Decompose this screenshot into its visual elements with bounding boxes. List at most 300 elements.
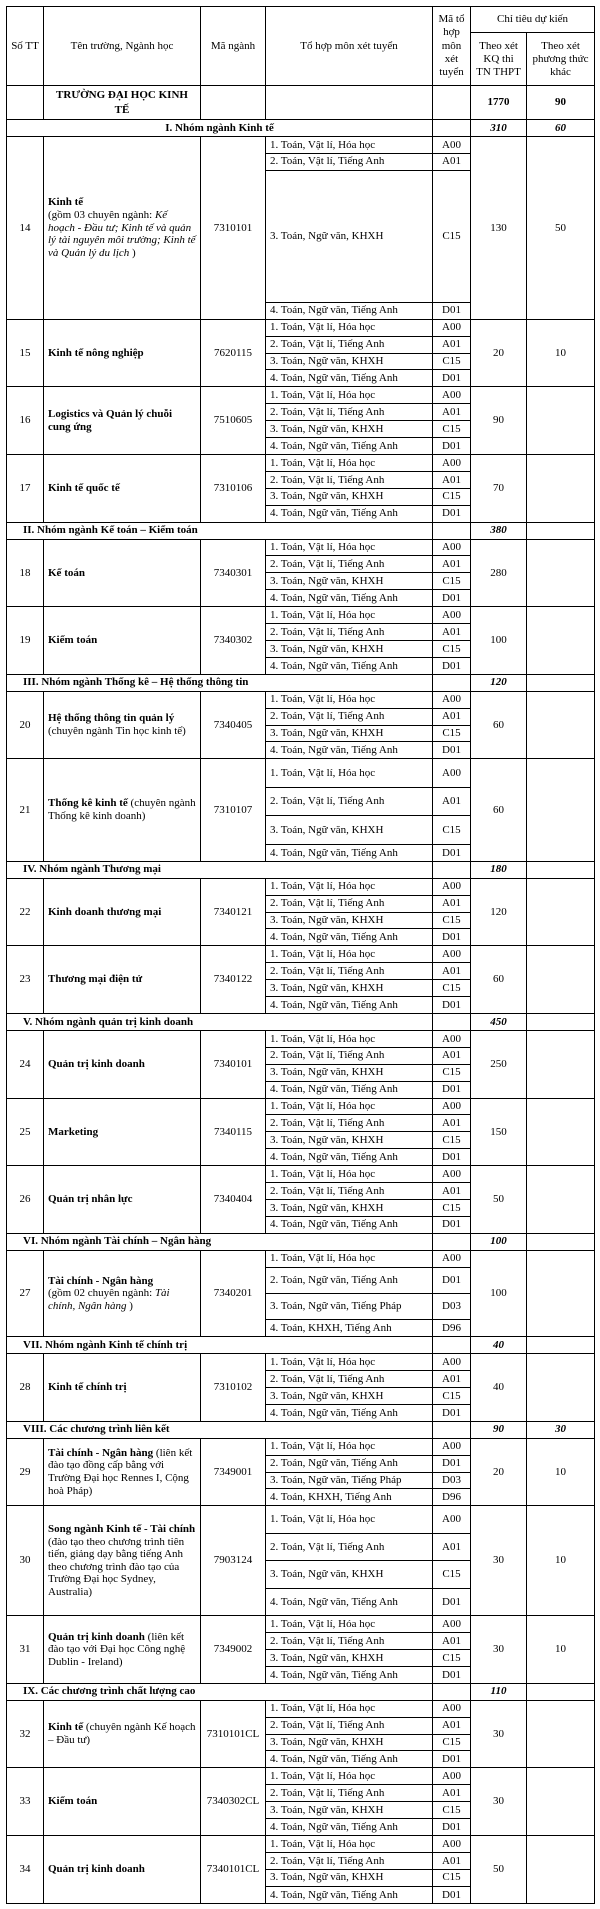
combo-name: 2. Toán, Vật lí, Tiếng Anh (266, 1371, 433, 1388)
combo-code: A01 (433, 471, 471, 488)
combo-code: A00 (433, 878, 471, 895)
combo-code: A00 (433, 1616, 471, 1633)
combo-name: 2. Toán, Vật lí, Tiếng Anh (266, 1785, 433, 1802)
combo-name: 4. Toán, Ngữ văn, Tiếng Anh (266, 302, 433, 319)
combo-code: D01 (433, 1081, 471, 1098)
combo-name: 4. Toán, Ngữ văn, Tiếng Anh (266, 505, 433, 522)
major-stt: 23 (7, 946, 44, 1014)
combo-code: C15 (433, 353, 471, 370)
major-name (44, 1616, 201, 1684)
table-row (7, 1030, 595, 1047)
table-row (7, 759, 595, 788)
major-stt: 18 (7, 539, 44, 607)
major-quota-exam: 250 (471, 1030, 527, 1098)
major-name (44, 319, 201, 387)
major-name (44, 1768, 201, 1836)
combo-name: 3. Toán, Ngữ văn, KHXH (266, 1064, 433, 1081)
major-code: 7340405 (201, 691, 266, 759)
major-name (44, 387, 201, 455)
combo-name: 1. Toán, Vật lí, Hóa học (266, 387, 433, 404)
major-title: Quản trị kinh doanh (48, 1057, 145, 1070)
major-name (44, 539, 201, 607)
major-quota-other (527, 1030, 595, 1098)
major-quota-other: 10 (527, 1438, 595, 1506)
combo-name: 3. Toán, Ngữ văn, KHXH (266, 1388, 433, 1405)
combo-code: A01 (433, 895, 471, 912)
section-quota-exam: 310 (471, 120, 527, 137)
combo-code: A01 (433, 153, 471, 170)
combo-code: D01 (433, 590, 471, 607)
section-quota-exam: 180 (471, 861, 527, 878)
combo-name: 3. Toán, Ngữ văn, KHXH (266, 170, 433, 302)
combo-name: 4. Toán, Ngữ văn, Tiếng Anh (266, 1819, 433, 1836)
major-note: (gồm 03 chuyên ngành: (48, 208, 155, 221)
combo-name: 1. Toán, Vật lí, Hóa học (266, 1250, 433, 1267)
major-title: Thống kê kinh tế (48, 797, 128, 810)
header-row (7, 7, 595, 33)
section-title: IX. Các chương trình chất lượng cao (7, 1683, 433, 1700)
major-quota-exam: 50 (471, 1836, 527, 1904)
combo-name: 3. Toán, Ngữ văn, KHXH (266, 421, 433, 438)
major-note: ) (129, 246, 136, 259)
combo-name: 4. Toán, Ngữ văn, Tiếng Anh (266, 438, 433, 455)
combo-code: A00 (433, 1768, 471, 1785)
major-stt: 19 (7, 607, 44, 675)
major-title: Quản trị kinh doanh (48, 1863, 145, 1876)
major-name (44, 946, 201, 1014)
combo-code: A00 (433, 607, 471, 624)
major-quota-exam: 30 (471, 1616, 527, 1684)
combo-name: 4. Toán, Ngữ văn, Tiếng Anh (266, 657, 433, 674)
major-code: 7340115 (201, 1098, 266, 1166)
table-row (7, 1098, 595, 1115)
major-code: 7340101 (201, 1030, 266, 1098)
major-name (44, 878, 201, 946)
major-note: Kế hoạch - Đầu tư; Kinh tế và quản lý tài nguyên môi trường; Kinh tế và Quản lý du lịch (48, 208, 196, 259)
combo-code: D01 (433, 1149, 471, 1166)
combo-name: 3. Toán, Ngữ văn, KHXH (266, 1734, 433, 1751)
header-code: Mã ngành (201, 7, 266, 86)
combo-code: C15 (433, 1802, 471, 1819)
combo-code: A01 (433, 404, 471, 421)
combo-name: 3. Toán, Ngữ văn, KHXH (266, 488, 433, 505)
major-quota-exam: 50 (471, 1166, 527, 1234)
table-row (7, 1836, 595, 1853)
combo-code: D03 (433, 1472, 471, 1489)
major-title: Tài chính - Ngân hàng (48, 1274, 154, 1287)
combo-name: 1. Toán, Vật lí, Hóa học (266, 1836, 433, 1853)
major-note: (liên kết đào tạo với Đại học Công nghệ Dublin - Ireland) (48, 1630, 186, 1668)
combo-code: A01 (433, 1533, 471, 1560)
table-row (7, 1354, 595, 1371)
section-title: VII. Nhóm ngành Kinh tế chính trị (7, 1337, 433, 1354)
combo-code: D01 (433, 370, 471, 387)
combo-code: A01 (433, 1047, 471, 1064)
combo-name: 1. Toán, Vật lí, Hóa học (266, 1616, 433, 1633)
combo-code: D01 (433, 742, 471, 759)
major-stt: 21 (7, 759, 44, 862)
major-quota-exam: 280 (471, 539, 527, 607)
section-quota-exam: 90 (471, 1421, 527, 1438)
major-stt: 31 (7, 1616, 44, 1684)
section-quota-other (527, 674, 595, 691)
combo-name: 2. Toán, Vật lí, Tiếng Anh (266, 624, 433, 641)
combo-name: 3. Toán, Ngữ văn, KHXH (266, 1869, 433, 1886)
major-name (44, 455, 201, 523)
combo-code: A01 (433, 624, 471, 641)
major-name (44, 1438, 201, 1506)
combo-name: 4. Toán, Ngữ văn, Tiếng Anh (266, 1751, 433, 1768)
combo-name: 2. Toán, Vật lí, Tiếng Anh (266, 1115, 433, 1132)
section-title: II. Nhóm ngành Kế toán – Kiểm toán (7, 522, 433, 539)
combo-code: C15 (433, 488, 471, 505)
major-quota-exam: 150 (471, 1098, 527, 1166)
combo-name: 2. Toán, Vật lí, Tiếng Anh (266, 1717, 433, 1734)
combo-code: A00 (433, 691, 471, 708)
major-name (44, 1030, 201, 1098)
combo-code: A01 (433, 963, 471, 980)
major-title: Kinh tế quốc tế (48, 482, 120, 494)
major-code: 7340121 (201, 878, 266, 946)
section-quota-other: 30 (527, 1421, 595, 1438)
major-quota-other: 10 (527, 1616, 595, 1684)
major-note: (liên kết đào tạo đồng cấp bằng với Trường Đại học Rennes I, Cộng hoà Pháp) (48, 1446, 193, 1497)
combo-code: C15 (433, 170, 471, 302)
university-quota-other: 90 (527, 86, 595, 120)
major-name (44, 1250, 201, 1337)
combo-code: D01 (433, 1216, 471, 1233)
combo-name: 3. Toán, Ngữ văn, KHXH (266, 980, 433, 997)
major-quota-exam: 60 (471, 691, 527, 759)
section-quota-other (527, 1013, 595, 1030)
combo-code: C15 (433, 1869, 471, 1886)
major-note: Tài chính, Ngân hàng (48, 1287, 170, 1312)
major-quota-other (527, 1836, 595, 1904)
section-quota-other (527, 522, 595, 539)
major-code: 7340101CL (201, 1836, 266, 1904)
header-combo: Tổ hợp môn xét tuyển (266, 7, 433, 86)
header-quota-exam: Theo xét KQ thi TN THPT (471, 33, 527, 86)
combo-name: 1. Toán, Vật lí, Hóa học (266, 1030, 433, 1047)
major-name (44, 136, 201, 319)
combo-name: 4. Toán, Ngữ văn, Tiếng Anh (266, 370, 433, 387)
combo-code: A00 (433, 1354, 471, 1371)
section-empty (433, 1683, 471, 1700)
section-quota-exam: 120 (471, 674, 527, 691)
combo-name: 1. Toán, Vật lí, Hóa học (266, 1700, 433, 1717)
major-stt: 34 (7, 1836, 44, 1904)
major-title: Kinh tế (48, 196, 84, 209)
combo-code: A00 (433, 136, 471, 153)
combo-code: D01 (433, 1455, 471, 1472)
combo-code: D96 (433, 1489, 471, 1506)
major-quota-exam: 60 (471, 946, 527, 1014)
major-title: Hệ thống thông tin quản lý (48, 712, 175, 725)
major-stt: 17 (7, 455, 44, 523)
major-name (44, 1166, 201, 1234)
major-code: 7510605 (201, 387, 266, 455)
major-stt: 15 (7, 319, 44, 387)
combo-name: 2. Toán, Vật lí, Tiếng Anh (266, 471, 433, 488)
section-row (7, 861, 595, 878)
section-row (7, 522, 595, 539)
section-quota-exam: 450 (471, 1013, 527, 1030)
major-quota-other (527, 539, 595, 607)
combo-name: 2. Toán, Vật lí, Tiếng Anh (266, 963, 433, 980)
section-row (7, 1421, 595, 1438)
major-quota-other: 50 (527, 136, 595, 319)
major-quota-exam: 30 (471, 1700, 527, 1768)
combo-code: A01 (433, 556, 471, 573)
table-row (7, 1616, 595, 1633)
major-name (44, 1506, 201, 1616)
major-note: (đào tạo theo chương trình tiên tiến, giảng dạy bằng tiếng Anh theo chương trình đào tạo của Trường Đại học Sydney, Australia) (48, 1535, 185, 1599)
combo-name: 2. Toán, Vật lí, Tiếng Anh (266, 708, 433, 725)
major-stt: 30 (7, 1506, 44, 1616)
header-combo-code: Mã tổ hợp môn xét tuyển (433, 7, 471, 86)
section-quota-exam: 40 (471, 1337, 527, 1354)
combo-code: D96 (433, 1320, 471, 1337)
combo-code: A00 (433, 1438, 471, 1455)
section-quota-other: 60 (527, 120, 595, 137)
combo-name: 3. Toán, Ngữ văn, KHXH (266, 912, 433, 929)
major-quota-exam: 130 (471, 136, 527, 319)
header-quota: Chỉ tiêu dự kiến (471, 7, 595, 33)
combo-name: 4. Toán, Ngữ văn, Tiếng Anh (266, 1149, 433, 1166)
combo-code: D01 (433, 1404, 471, 1421)
table-row (7, 1166, 595, 1183)
major-quota-other (527, 759, 595, 862)
major-title: Kinh tế (48, 1721, 84, 1734)
major-stt: 16 (7, 387, 44, 455)
combo-code: D01 (433, 1267, 471, 1293)
combo-code: A00 (433, 946, 471, 963)
major-stt: 33 (7, 1768, 44, 1836)
major-quota-other (527, 1700, 595, 1768)
combo-code: D01 (433, 438, 471, 455)
major-name (44, 1354, 201, 1422)
major-title: Marketing (48, 1125, 99, 1138)
combo-name: 3. Toán, Ngữ văn, Tiếng Pháp (266, 1472, 433, 1489)
combo-code: A00 (433, 1166, 471, 1183)
major-code: 7340302 (201, 607, 266, 675)
table-row (7, 1506, 595, 1533)
table-row (7, 878, 595, 895)
major-code: 7340301 (201, 539, 266, 607)
major-code: 7340302CL (201, 1768, 266, 1836)
major-quota-other (527, 1768, 595, 1836)
major-quota-exam: 120 (471, 878, 527, 946)
header-name: Tên trường, Ngành học (44, 7, 201, 86)
section-empty (433, 674, 471, 691)
major-quota-other (527, 455, 595, 523)
combo-code: D01 (433, 1666, 471, 1683)
combo-code: A00 (433, 759, 471, 788)
major-stt: 32 (7, 1700, 44, 1768)
combo-name: 3. Toán, Ngữ văn, KHXH (266, 573, 433, 590)
major-title: Kinh tế nông nghiệp (48, 346, 144, 359)
combo-name: 1. Toán, Vật lí, Hóa học (266, 1354, 433, 1371)
section-empty (433, 1013, 471, 1030)
combo-code: D01 (433, 657, 471, 674)
combo-name: 4. Toán, Ngữ văn, Tiếng Anh (266, 1886, 433, 1903)
major-name (44, 1098, 201, 1166)
combo-name: 4. Toán, KHXH, Tiếng Anh (266, 1489, 433, 1506)
major-quota-other (527, 946, 595, 1014)
major-title: Kiểm toán (48, 634, 98, 647)
university-name: TRƯỜNG ĐẠI HỌC KINH TẾ (44, 86, 201, 120)
table-row (7, 691, 595, 708)
major-stt: 20 (7, 691, 44, 759)
combo-name: 1. Toán, Vật lí, Hóa học (266, 1506, 433, 1533)
combo-code: C15 (433, 573, 471, 590)
section-title: I. Nhóm ngành Kinh tế (7, 120, 433, 137)
major-quota-other (527, 1250, 595, 1337)
combo-name: 2. Toán, Vật lí, Tiếng Anh (266, 1852, 433, 1869)
combo-code: A00 (433, 387, 471, 404)
table-row (7, 1700, 595, 1717)
combo-code: A00 (433, 1836, 471, 1853)
combo-name: 2. Toán, Vật lí, Tiếng Anh (266, 153, 433, 170)
section-title: VIII. Các chương trình liên kết (7, 1421, 433, 1438)
major-stt: 26 (7, 1166, 44, 1234)
major-code: 7310107 (201, 759, 266, 862)
major-quota-exam: 40 (471, 1354, 527, 1422)
combo-code: D01 (433, 505, 471, 522)
combo-code: D03 (433, 1293, 471, 1319)
major-note: (chuyên ngành Tin học kinh tế) (48, 725, 186, 738)
combo-code: D01 (433, 302, 471, 319)
combo-code: A00 (433, 1098, 471, 1115)
section-row (7, 1683, 595, 1700)
major-stt: 22 (7, 878, 44, 946)
section-empty (433, 522, 471, 539)
combo-code: A01 (433, 1785, 471, 1802)
section-empty (433, 120, 471, 137)
major-name (44, 1700, 201, 1768)
major-quota-other (527, 1354, 595, 1422)
combo-name: 3. Toán, Ngữ văn, Tiếng Pháp (266, 1293, 433, 1319)
major-code: 7310102 (201, 1354, 266, 1422)
combo-code: C15 (433, 912, 471, 929)
combo-name: 4. Toán, Ngữ văn, Tiếng Anh (266, 590, 433, 607)
major-title: Kinh tế chính trị (48, 1381, 127, 1394)
combo-code: C15 (433, 1132, 471, 1149)
major-note: (gồm 02 chuyên ngành: (48, 1287, 155, 1300)
combo-code: A00 (433, 539, 471, 556)
major-title: Logistics và Quản lý chuỗi cung ứng (48, 408, 173, 433)
combo-name: 2. Toán, Vật lí, Tiếng Anh (266, 895, 433, 912)
major-quota-other: 10 (527, 1506, 595, 1616)
major-quota-exam: 100 (471, 607, 527, 675)
combo-code: A01 (433, 787, 471, 816)
combo-name: 3. Toán, Ngữ văn, KHXH (266, 640, 433, 657)
combo-name: 3. Toán, Ngữ văn, KHXH (266, 816, 433, 845)
table-row (7, 607, 595, 624)
combo-code: C15 (433, 640, 471, 657)
combo-code: D01 (433, 1751, 471, 1768)
combo-code: C15 (433, 1388, 471, 1405)
combo-name: 1. Toán, Vật lí, Hóa học (266, 691, 433, 708)
section-row (7, 674, 595, 691)
combo-name: 1. Toán, Vật lí, Hóa học (266, 1768, 433, 1785)
major-title: Kinh doanh thương mại (48, 905, 162, 918)
major-note: (chuyên ngành Thống kê kinh doanh) (48, 797, 196, 823)
combo-name: 1. Toán, Vật lí, Hóa học (266, 1098, 433, 1115)
section-row (7, 1233, 595, 1250)
combo-name: 4. Toán, Ngữ văn, Tiếng Anh (266, 1216, 433, 1233)
major-title: Tài chính - Ngân hàng (48, 1446, 154, 1459)
major-code: 7340122 (201, 946, 266, 1014)
major-name (44, 607, 201, 675)
major-stt: 29 (7, 1438, 44, 1506)
admission-table (6, 6, 595, 1904)
combo-name: 2. Toán, Vật lí, Tiếng Anh (266, 1633, 433, 1650)
table-row (7, 1250, 595, 1267)
major-quota-other (527, 387, 595, 455)
section-empty (433, 1337, 471, 1354)
major-name (44, 691, 201, 759)
major-code: 7349001 (201, 1438, 266, 1506)
combo-name: 1. Toán, Vật lí, Hóa học (266, 539, 433, 556)
major-quota-exam: 60 (471, 759, 527, 862)
section-row (7, 1337, 595, 1354)
section-title: IV. Nhóm ngành Thương mại (7, 861, 433, 878)
major-title: Kiểm toán (48, 1795, 98, 1808)
section-empty (433, 1421, 471, 1438)
major-name (44, 759, 201, 862)
combo-code: A01 (433, 336, 471, 353)
section-row (7, 120, 595, 137)
combo-name: 1. Toán, Vật lí, Hóa học (266, 319, 433, 336)
combo-code: C15 (433, 980, 471, 997)
combo-name: 4. Toán, Ngữ văn, Tiếng Anh (266, 1588, 433, 1615)
major-stt: 24 (7, 1030, 44, 1098)
combo-code: D01 (433, 1886, 471, 1903)
section-quota-exam: 100 (471, 1233, 527, 1250)
combo-name: 4. Toán, Ngữ văn, Tiếng Anh (266, 844, 433, 861)
major-stt: 28 (7, 1354, 44, 1422)
major-quota-other (527, 607, 595, 675)
section-quota-exam: 380 (471, 522, 527, 539)
combo-name: 4. Toán, Ngữ văn, Tiếng Anh (266, 1666, 433, 1683)
table-row (7, 319, 595, 336)
combo-code: C15 (433, 725, 471, 742)
major-note: (chuyên ngành Kế hoạch – Đầu tư) (48, 1721, 196, 1747)
combo-name: 1. Toán, Vật lí, Hóa học (266, 1166, 433, 1183)
section-quota-other (527, 1683, 595, 1700)
combo-name: 2. Toán, Ngữ văn, Tiếng Anh (266, 1267, 433, 1293)
combo-code: A00 (433, 1250, 471, 1267)
major-quota-other (527, 1098, 595, 1166)
combo-name: 1. Toán, Vật lí, Hóa học (266, 607, 433, 624)
combo-code: A01 (433, 1371, 471, 1388)
table-row (7, 136, 595, 153)
combo-code: A01 (433, 1717, 471, 1734)
combo-code: A01 (433, 1115, 471, 1132)
major-quota-other: 10 (527, 319, 595, 387)
combo-name: 2. Toán, Vật lí, Tiếng Anh (266, 1533, 433, 1560)
combo-name: 2. Toán, Vật lí, Tiếng Anh (266, 336, 433, 353)
combo-code: D01 (433, 997, 471, 1014)
combo-name: 4. Toán, Ngữ văn, Tiếng Anh (266, 742, 433, 759)
combo-name: 1. Toán, Vật lí, Hóa học (266, 1438, 433, 1455)
combo-name: 2. Toán, Ngữ văn, Tiếng Anh (266, 1455, 433, 1472)
combo-code: A00 (433, 1506, 471, 1533)
combo-code: D01 (433, 929, 471, 946)
combo-name: 3. Toán, Ngữ văn, KHXH (266, 1199, 433, 1216)
table-row (7, 1438, 595, 1455)
